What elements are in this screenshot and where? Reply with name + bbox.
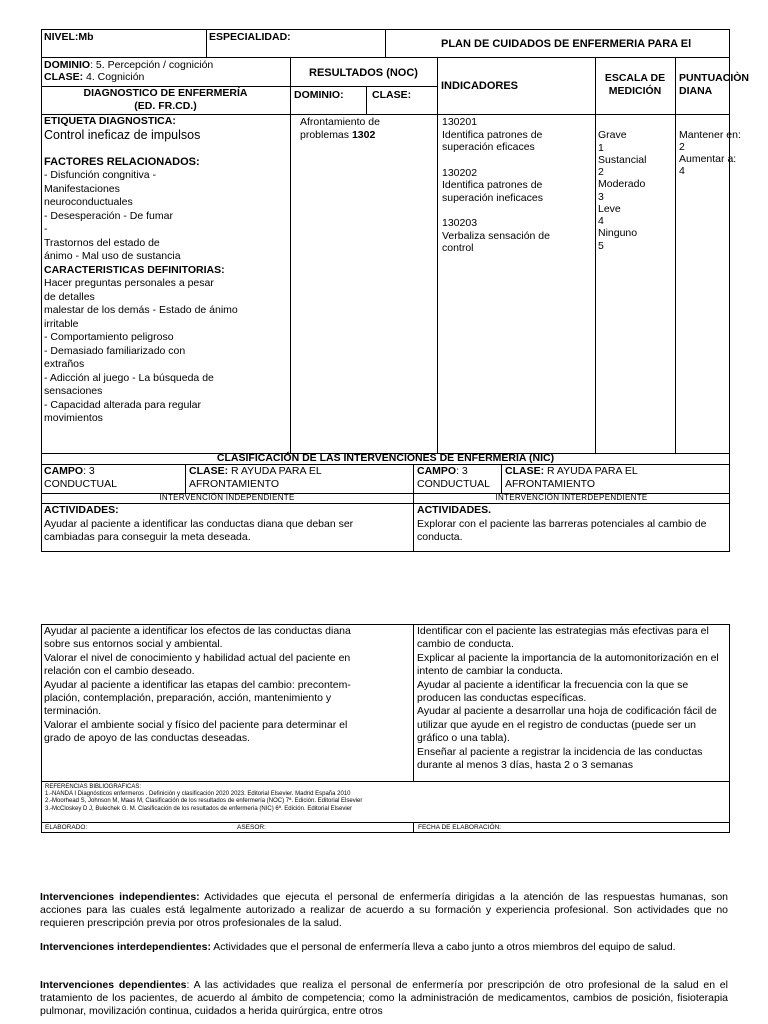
puntuacion-list xyxy=(679,129,741,177)
actividad-line: Ayudar al paciente a identificar las conductas diana que deban ser xyxy=(44,518,354,530)
factor-line: ánimo - Mal uso de sustancia xyxy=(44,250,181,262)
actividad-line: producen las conductas específicas. xyxy=(417,692,587,705)
noc-result-line2 xyxy=(300,129,380,142)
continuation-right-text xyxy=(417,625,719,772)
puntuacion-header-line1: PUNTUACIÒN xyxy=(679,72,749,84)
definition-term: Intervenciones dependientes xyxy=(40,979,187,991)
reference-line: 3.-McCloskey D J, Bulechek G. M. Clasificación de los resultados de enfermería (NIC) 6ª. Edición. Editorial Elsevier xyxy=(45,805,353,812)
escala-header-line2: MEDICIÓN xyxy=(608,85,662,98)
escala-item: 2 xyxy=(598,166,604,178)
actividad-line: Explicar al paciente la importancia de la automonitorización en el xyxy=(417,651,719,664)
escala-header xyxy=(595,72,675,98)
puntuacion-item: 4 xyxy=(679,165,685,177)
factor-line: - Disfunción congnitiva - xyxy=(44,169,157,181)
escala-header-line1: ESCALA DE xyxy=(604,72,666,84)
nivel-label: NIVEL:Mb xyxy=(44,31,94,43)
indicadores-list xyxy=(442,116,550,255)
factor-line: - Desesperación - De fumar xyxy=(44,209,173,222)
clase-label: CLASE: xyxy=(505,465,545,477)
elaborado-label: ELABORADO: xyxy=(45,824,88,831)
actividad-line: Valorar el ambiente social y físico del paciente para determinar el xyxy=(44,718,348,731)
nic-left-clase xyxy=(189,465,322,491)
actividad-line: plación, contemplación, preparación, acción, mantenimiento y xyxy=(44,692,332,705)
clase-label: CLASE: xyxy=(44,71,84,83)
definition-term: Intervenciones independientes: xyxy=(40,891,200,903)
nic-right-campo-line1 xyxy=(417,465,490,478)
nic-left-clase-line2: AFRONTAMIENTO xyxy=(189,478,280,490)
actividad-line: Explorar con el paciente las barreras potenciales al cambio de xyxy=(417,518,707,530)
noc-result xyxy=(300,116,380,141)
actividad-line: cambio de conducta. xyxy=(417,638,514,651)
nic-left-clase-line1 xyxy=(189,465,322,478)
definition-dependientes xyxy=(40,979,728,1018)
actividad-line: gráfico o una tabla). xyxy=(417,732,510,745)
campo-label: CAMPO xyxy=(417,465,457,477)
nic-left-campo-line2: CONDUCTUAL xyxy=(44,478,117,490)
caracteristica-line: - Capacidad alterada para regular xyxy=(44,398,202,411)
indicador-text: Verbaliza sensación de xyxy=(442,229,550,242)
actividad-line: Ayudar al paciente a identificar los efectos de las conductas diana xyxy=(44,625,351,637)
asesor-label: ASESOR: xyxy=(237,824,266,831)
indicador-code: 130201 xyxy=(442,116,478,128)
escala-item: 1 xyxy=(598,141,604,154)
campo-value: : 3 xyxy=(456,465,468,477)
indicador-code: 130203 xyxy=(442,217,478,229)
puntuacion-header xyxy=(679,72,749,98)
puntuacion-item: Aumentar a: xyxy=(679,153,737,165)
reference-line: 1.-NANDA I Diagnósticos enfermeros . Definición y clasificación 2020 2023. Editorial Elsevier. Madrid España 2010 xyxy=(45,791,351,798)
nic-right-clase-line2: AFRONTAMIENTO xyxy=(505,478,596,490)
actividad-line: sobre sus entornos social y ambiental. xyxy=(44,638,223,651)
actividades-left-text xyxy=(44,518,353,544)
definition-text: Actividades que ejecuta el personal de enfermería dirigidas a la atención de las respuestas humanas, son acciones para las cuales está legalmente autorizado a realizar de acuerdo a su formación y experiencia profesional. Son actividades que no requieren prescripción previa por otros profesionales de la salud. xyxy=(40,891,728,929)
escala-item: Ninguno xyxy=(598,227,638,239)
noc-result-text: problemas xyxy=(300,128,352,141)
caracteristica-line: de detalles xyxy=(44,290,95,303)
actividad-line: utilizar que ayude en el registro de conductas (puede ser un xyxy=(417,718,697,731)
puntuacion-item: 2 xyxy=(679,141,685,153)
definition-independientes xyxy=(40,891,728,930)
diagnostico-header-line1: DIAGNOSTICO DE ENFERMERÍA xyxy=(83,87,248,99)
actividad-line: relación con el cambio deseado. xyxy=(44,665,195,678)
puntuacion-header-line2: DIANA xyxy=(679,85,713,98)
actividad-line: grado de apoyo de las conductas deseadas. xyxy=(44,732,251,745)
noc-dominio-header: DOMINIO: xyxy=(294,89,344,101)
indicador-text: superación ineficaces xyxy=(442,191,543,204)
dominio-label: DOMINIO xyxy=(44,59,91,71)
plan-title: PLAN DE CUIDADOS DE ENFERMERIA PARA El xyxy=(441,38,692,50)
factor-line: - xyxy=(44,223,48,235)
reference-line: 2.-Moorhead S, Johnson M, Maas M, Clasificación de los resultados de enfermería (NOC) 7ª. Edición. Editorial Elsevier xyxy=(45,798,363,805)
clase-value: R AYUDA PARA EL xyxy=(544,465,638,477)
intervencion-independiente-header: INTERVENCIÓN INDEPENDIENTE xyxy=(159,493,295,502)
noc-result-line1: Afrontamiento de xyxy=(300,116,380,128)
clase-value: R AYUDA PARA EL xyxy=(228,465,322,477)
caracteristica-line: irritable xyxy=(44,317,79,330)
caracteristica-line: - Demasiado familiarizado con xyxy=(44,344,186,357)
actividades-left-label: ACTIVIDADES: xyxy=(44,504,119,516)
fecha-label: FECHA DE ELABORACIÓN: xyxy=(418,824,502,831)
campo-label: CAMPO xyxy=(44,465,84,477)
clase-label: CLASE: xyxy=(189,465,229,477)
definition-term: Intervenciones interdependientes: xyxy=(40,941,211,953)
definition-interdependientes xyxy=(40,941,728,954)
actividad-line: durante al menos 3 días, hasta 2 o 3 semanas xyxy=(417,759,633,772)
actividad-line: Ayudar al paciente a identificar la frecuencia con la que se xyxy=(417,678,689,691)
actividad-line: Ayudar al paciente a identificar las etapas del cambio: precontem- xyxy=(44,678,351,691)
especialidad-label: ESPECIALIDAD: xyxy=(209,31,291,43)
references-title: REFERENCIAS BIBLIOGRAFICAS: xyxy=(45,784,142,790)
caracteristica-line: malestar de los demás - Estado de ánimo xyxy=(44,304,238,316)
nic-right-campo-line2: CONDUCTUAL xyxy=(417,478,490,490)
resultados-header: RESULTADOS (NOC) xyxy=(309,67,418,79)
caracteristica-line: sensaciones xyxy=(44,385,103,397)
etiqueta-label: ETIQUETA DIAGNOSTICA: xyxy=(44,115,176,127)
factor-line: Manifestaciones xyxy=(44,182,120,195)
indicadores-header: INDICADORES xyxy=(441,80,519,92)
references-block xyxy=(45,784,362,813)
noc-result-code: 1302 xyxy=(351,128,376,141)
noc-clase-header: CLASE: xyxy=(372,89,412,101)
nic-right-campo xyxy=(417,465,490,491)
actividad-line: Ayudar al paciente a desarrollar una hoja de codificación fácil de xyxy=(417,705,717,718)
intervencion-interdependiente-header: INTERVENCIÓN INTERDEPENDIENTE xyxy=(495,493,648,502)
factor-line: Trastornos del estado de xyxy=(44,236,160,249)
nic-title: CLASIFICACIÓN DE LAS INTERVENCIONES DE ENFERMERIA (NIC) xyxy=(216,452,555,464)
caracteristica-line: extraños xyxy=(44,358,85,370)
indicador-text: Identifica patrones de xyxy=(442,128,543,141)
diagnostico-header xyxy=(41,87,290,113)
factores-label: FACTORES RELACIONADOS: xyxy=(44,156,200,168)
caracteristica-line: Hacer preguntas personales a pesar xyxy=(44,277,214,289)
caracteristica-line: - Adicción al juego - La búsqueda de xyxy=(44,371,214,384)
clase-value: 4. Cognición xyxy=(83,71,145,83)
dominio-value: : 5. Percepción / cognición xyxy=(90,59,214,71)
nic-right-clase xyxy=(505,465,638,491)
actividad-line: cambiadas para conseguir la meta deseada. xyxy=(44,531,251,543)
puntuacion-item: Mantener en: xyxy=(679,129,741,141)
nic-left-campo xyxy=(44,465,117,491)
actividad-line: terminación. xyxy=(44,705,102,718)
continuation-table xyxy=(0,600,768,840)
escala-item: Sustancial xyxy=(598,153,647,166)
etiqueta-value: Control ineficaz de impulsos xyxy=(44,128,201,142)
caracteristica-line: movimientos xyxy=(44,412,103,424)
actividades-right-label: ACTIVIDADES. xyxy=(417,504,492,516)
nic-left-campo-line1 xyxy=(44,465,117,478)
diagnostico-header-line2: (ED. FR.CD.) xyxy=(134,100,197,113)
nic-right-clase-line1 xyxy=(505,465,638,478)
caracteristica-line: - Comportamiento peligroso xyxy=(44,331,174,343)
clase-line xyxy=(44,71,144,84)
factores-list xyxy=(44,169,181,264)
escala-item: 4 xyxy=(598,215,604,227)
continuation-left-text xyxy=(44,625,351,746)
definition-text: : A las actividades que realiza el personal de enfermería por prescripción de otro profesional de la salud en el tratamiento de los pacientes, de acuerdo al ámbito de competencia; como la administración de medicamentos, cambios de posición, fisioterapia pulmonar, movilización continua, cuidados a herida quirúrgica, entre otros xyxy=(40,979,728,1017)
indicador-text: Identifica patrones de xyxy=(442,179,543,191)
indicador-text: superación eficaces xyxy=(442,141,535,153)
escala-item: Leve xyxy=(598,202,621,215)
actividad-line: Valorar el nivel de conocimiento y habilidad actual del paciente en xyxy=(44,651,351,664)
definition-text: Actividades que el personal de enfermería lleva a cabo junto a otros miembros del equipo de salud. xyxy=(210,941,676,953)
actividad-line: Identificar con el paciente las estrategias más efectivas para el xyxy=(417,625,709,637)
actividad-line: Enseñar al paciente a registrar la incidencia de las conductas xyxy=(417,745,703,758)
escala-list xyxy=(598,129,646,252)
escala-item: Grave xyxy=(598,129,627,141)
caracteristicas-list xyxy=(44,277,238,426)
actividades-right-text xyxy=(417,518,707,544)
escala-item: 3 xyxy=(598,190,604,203)
escala-item: Moderado xyxy=(598,178,646,190)
caracteristicas-label: CARACTERISTICAS DEFINITORIAS: xyxy=(44,264,225,276)
factor-line: neuroconductuales xyxy=(44,196,133,208)
actividad-line: intento de cambiar la conducta. xyxy=(417,665,563,678)
indicador-text: control xyxy=(442,242,474,254)
escala-item: 5 xyxy=(598,239,604,252)
indicador-code: 130202 xyxy=(442,166,478,179)
actividad-line: conducta. xyxy=(417,531,463,543)
campo-value: : 3 xyxy=(83,465,95,477)
